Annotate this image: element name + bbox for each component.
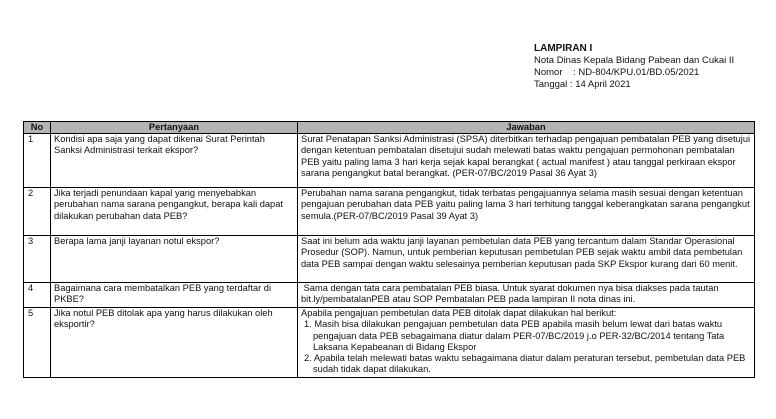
- row-answer: [298, 308, 755, 378]
- header-answer: Jawaban: [298, 122, 755, 134]
- row-question: Bagaimana cara membatalkan PEB yang terdaftar di PKBE?: [51, 283, 298, 308]
- row-answer: Perubahan nama sarana pengangkut, tidak terbatas pengajuannya selama masih sesuai dengan ketentuan pengajuan perubahan data PEB yaitu paling lama 3 hari terhitung tanggal keberangkatan sarana pengangkut semula.(PER-07/BC/2019 Pasal 39 Ayat 3): [298, 188, 755, 236]
- lampiran-title: LAMPIRAN I: [534, 43, 593, 54]
- table-row: [24, 236, 755, 283]
- row-number: 1: [24, 134, 51, 188]
- lampiran-nomor: Nomor : ND-804/KPU.01/BD.05/2021: [534, 67, 700, 78]
- row-question: Jika terjadi penundaan kapal yang menyebabkan perubahan nama sarana pengangkut, berapa kali dapat dilakukan perubahan data PEB?: [51, 188, 298, 236]
- answer-list-item: 2. Apabila telah melewati batas waktu sebagaimana diatur dalam peraturan tersebut, pembetulan data PEB sudah tidak dapat dilakukan.: [304, 353, 746, 375]
- lampiran-nota-dinas: Nota Dinas Kepala Bidang Pabean dan Cukai II: [534, 55, 735, 66]
- lampiran-header: [534, 43, 734, 91]
- table-header-row: [24, 122, 755, 134]
- row-question: Berapa lama janji layanan notul ekspor?: [51, 236, 298, 283]
- row-question: Jika notul PEB ditolak apa yang harus dilakukan oleh eksportir?: [51, 308, 298, 378]
- table-row: [24, 134, 755, 188]
- row-question: Kondisi apa saja yang dapat dikenai Surat Perintah Sanksi Administrasi terkait ekspor?: [51, 134, 298, 188]
- row-number: 2: [24, 188, 51, 236]
- lampiran-tanggal: Tanggal : 14 April 2021: [534, 79, 631, 90]
- answer-list-item: 1. Masih bisa dilakukan pengajuan pembetulan data PEB apabila masih belum lewat dari batas waktu pengajuan data PEB sebagaimana diatur dalam PER-07/BC/2019 j.o PER-32/BC/2014 tentang Tata Laksana Kepabeanan di Bidang Ekspor: [304, 319, 725, 352]
- qa-table: [23, 121, 755, 378]
- row-answer: Sama dengan tata cara pembatalan PEB biasa. Untuk syarat dokumen nya bisa diakses pada tautan bit.ly/pembatalanPEB atau SOP Pembatalan PEB pada lampiran II nota dinas ini.: [298, 283, 755, 308]
- row-answer: Saat ini belum ada waktu janji layanan pembetulan data PEB yang tercantum dalam Standar Operasional Prosedur (SOP). Namun, untuk pemberian keputusan pembetulan PEB sejak waktu ambil data pembetulan data PEB sampai dengan waktu selesainya pemberian keputusan pada SKP Ekspor kurang dari 60 menit.: [298, 236, 755, 283]
- table-row: [24, 188, 755, 236]
- header-question: Pertanyaan: [51, 122, 298, 134]
- table-row: [24, 283, 755, 308]
- row-number: 4: [24, 283, 51, 308]
- row-number: 5: [24, 308, 51, 378]
- row-number: 3: [24, 236, 51, 283]
- table-row: [24, 308, 755, 378]
- row-answer: Surat Penatapan Sanksi Administrasi (SPSA) diterbitkan terhadap pengajuan pembatalan PEB yang disetujui dengan ketentuan pembatalan disetujui sudah melewati batas waktu pengajuan permohonan pembatalan PEB yaitu paling lama 3 hari kerja sejak kapal berangkat ( actual manifest ) atau tanggal perkiraan ekspor sarana pengangkut batal berangkat. (PER-07/BC/2019 Pasal 36 Ayat 3): [298, 134, 755, 188]
- header-no: No: [24, 122, 51, 134]
- answer-intro: Apabila pengajuan pembetulan data PEB ditolak dapat dilakukan hal berikut:: [301, 308, 617, 319]
